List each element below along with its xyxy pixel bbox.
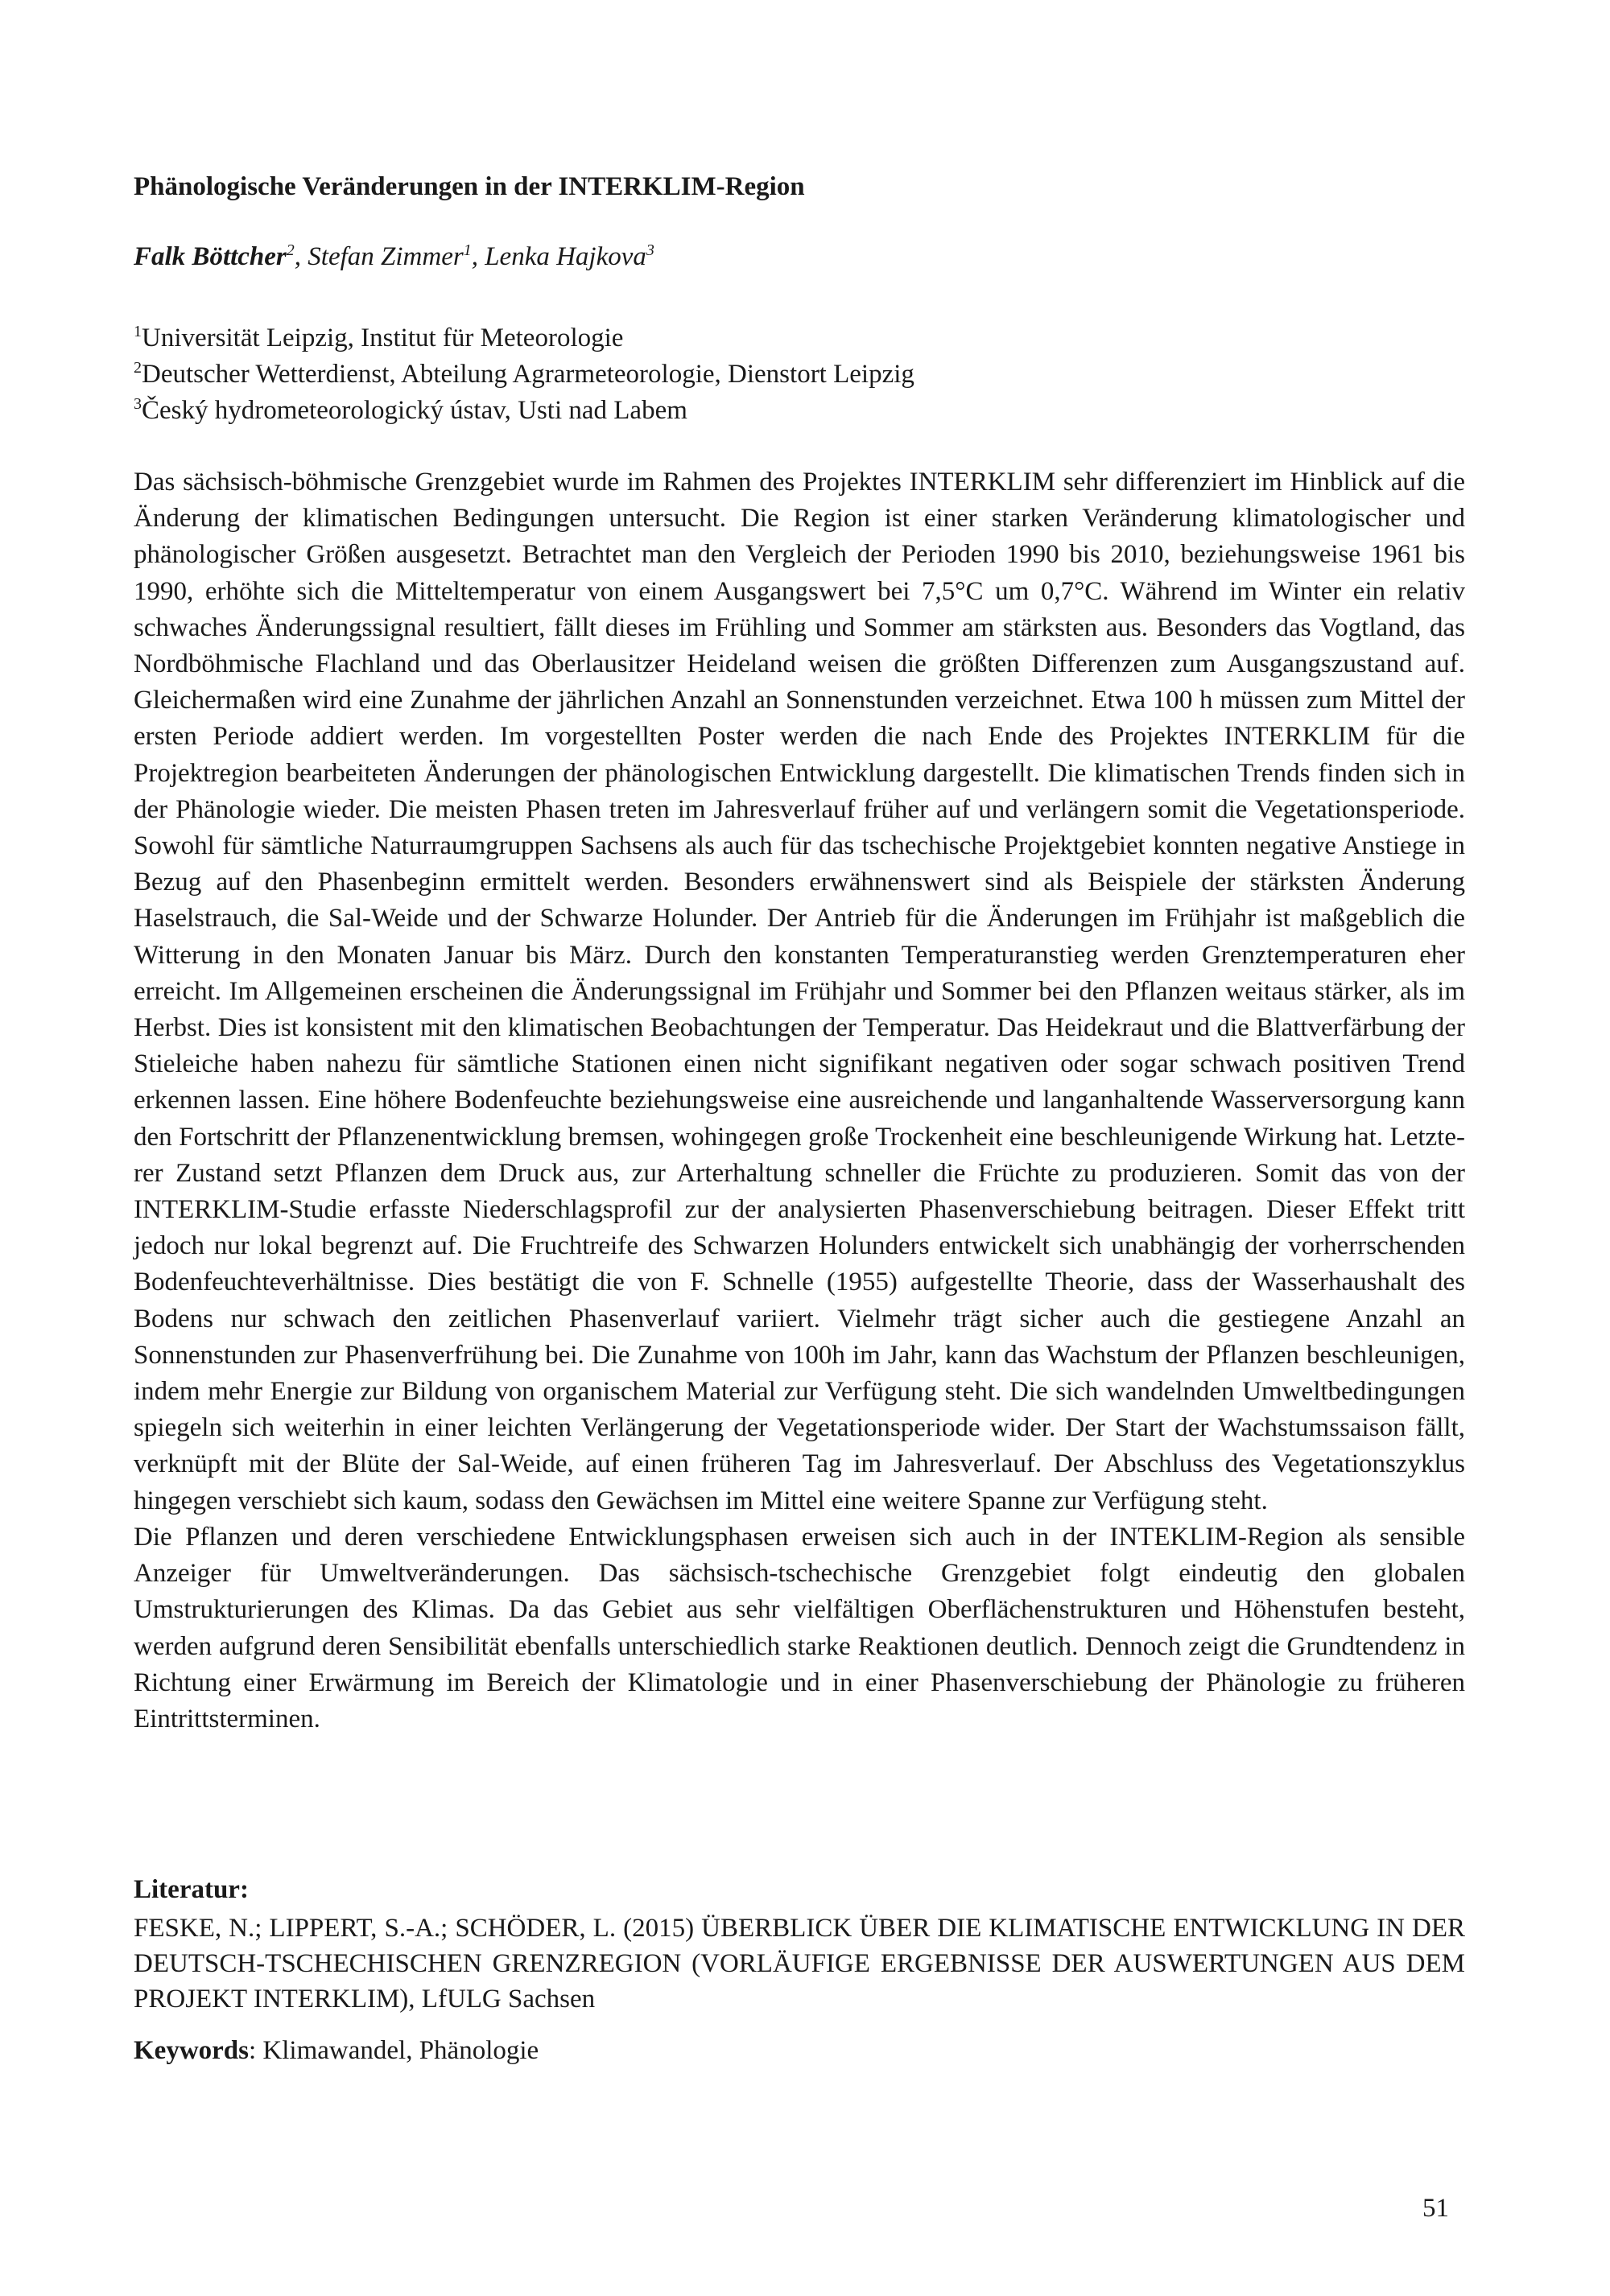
author-affiliation-marker: 2 [286,241,295,259]
page-number: 51 [1422,2194,1449,2223]
affiliation-marker: 2 [134,359,142,377]
author-separator: , [294,242,308,271]
affiliation-list [134,320,914,429]
affiliation-item [134,357,914,393]
keywords-line [134,2036,539,2066]
affiliation-item [134,320,914,357]
affiliation-text: Český hydrometeorologický ústav, Usti nad Labem [142,396,687,425]
literature-reference: FESKE, N.; LIPPERT, S.-A.; SCHÖDER, L. (2015) ÜBERBLICK ÜBER DIE KLIMATISCHE ENTWICKLUNG IN DER DEUTSCH-TSCHECHISCHEN GRENZREGION (VORLÄUFIGE ERGEBNISSE DER AUSWERTUNGEN AUS DEM PROJEKT INTERKLIM), LfULG Sachsen [134,1914,1465,2014]
abstract-body [134,464,1465,1737]
affiliation-marker: 3 [134,395,142,413]
author-affiliation-marker: 1 [463,241,472,259]
author-name: Lenka Hajkova [485,242,646,271]
keywords-text: : Klimawandel, Phänologie [249,2036,539,2065]
article-title: Phänologische Veränderungen in der INTERKLIM-Region [134,172,805,201]
affiliation-text: Deutscher Wetterdienst, Abteilung Agrarmeteorologie, Dienstort Leipzig [142,360,914,389]
literature-heading: Literatur: [134,1875,249,1904]
author-name: Falk Böttcher [134,242,287,271]
author-line [134,241,654,272]
body-paragraph: Die Pflanzen und deren verschiedene Entwicklungsphasen erweisen sich auch in der INTEKLIM-Region als sensible Anzeiger für Umweltveränderungen. Das sächsisch-tschechische Grenzgebiet folgt eindeutig den globalen Umstrukturierungen des Klimas. Da das Gebiet aus sehr vielfältigen Oberflächenstrukturen und Höhenstufen besteht, werden aufgrund deren Sensibilität ebenfalls unterschiedlich starke Reaktionen deutlich. Dennoch zeigt die Grundtendenz in Richtung einer Erwärmung im Bereich der Klimatologie und in einer Phasenverschiebung der Phänologie zu früheren Eintrittsterminen. [134,1522,1465,1733]
affiliation-item [134,393,914,429]
body-paragraph: Das sächsisch-böhmische Grenzgebiet wurde im Rahmen des Projektes INTERKLIM sehr differenziert im Hinblick auf die Änderung der klimatischen Bedingungen untersucht. Die Region ist einer starken Veränderung klimatologischer und phänologischer Größen ausgesetzt. Betrachtet man den Vergleich der Perioden 1990 bis 2010, beziehungsweise 1961 bis 1990, erhöhte sich die Mitteltemperatur von einem Ausgangswert bei 7,5°C um 0,7°C. Während im Winter ein relativ schwaches Änderungssignal resultiert, fällt dieses im Frühling und Sommer am stärksten aus. Besonders das Vogtland, das Nordböhmische Flachland und das Oberlausitzer Heideland weisen die größten Differenzen zum Ausgangszustand auf. Gleichermaßen wird eine Zunahme der jährlichen Anzahl an Sonnenstunden verzeichnet. Etwa 100 h müssen zum Mittel der ersten Periode addiert werden. Im vorgestellten Poster werden die nach Ende des Projektes INTERKLIM für die Projektregion bearbeiteten Änderungen der phänologischen Entwicklung dargestellt. Die klimatischen Trends finden sich in der Phänologie wieder. Die meisten Phasen treten im Jahresverlauf früher auf und verlängern somit die Vegetationsperiode. Sowohl für sämtliche Naturraumgruppen Sachsens als auch für das tschechische Projektgebiet konnten negative Anstiege in Bezug auf den Phasenbeginn ermittelt werden. Besonders erwähnenswert sind als Beispiele der stärksten Änderung Haselstrauch, die Sal-Weide und der Schwarze Holunder. Der Antrieb für die Änderungen im Frühjahr ist maßgeblich die Witterung in den Monaten Januar bis März. Durch den konstanten Temperaturanstieg werden Grenztemperaturen eher erreicht. Im Allgemeinen erscheinen die Änderungssignal im Frühjahr und Sommer bei den Pflanzen weitaus stärker, als im Herbst. Dies ist konsistent mit den klimatischen Beobachtungen der Temperatur. Das Heidekraut und die Blattverfärbung der Stieleiche haben nahezu für sämtliche Stationen einen nicht signifikant negativen oder sogar schwach positiven Trend erkennen lassen. Eine höhere Bodenfeuchte beziehungsweise eine ausreichende und langanhaltende Wasserversorgung kann den Fortschritt der Pflanzenentwicklung bremsen, wohingegen große Trockenheit eine beschleunigende Wirkung hat. Letzterer Zustand setzt Pflanzen dem Druck aus, zur Arterhaltung schneller die Früchte zu produzieren. Somit das von der INTERKLIM-Studie erfasste Niederschlagsprofil zur der analysierten Phasenverschiebung beitragen. Dieser Effekt tritt jedoch nur lokal begrenzt auf. Die Fruchtreife des Schwarzen Holunders entwickelt sich unabhängig der vorherrschenden Bodenfeuchteverhältnisse. Dies bestätigt die von F. Schnelle (1955) aufgestellte Theorie, dass der Wasserhaushalt des Bodens nur schwach den zeitlichen Phasenverlauf variiert. Vielmehr trägt sicher auch die gestiegene Anzahl an Sonnenstunden zur Phasenverfrühung bei. Die Zunahme von 100h im Jahr, kann das Wachstum der Pflanzen beschleunigen, indem mehr Energie zur Bildung von organischem Material zur Verfügung steht. Die sich wandelnden Umweltbedingungen spiegeln sich weiterhin in einer leichten Verlängerung der Vegetationsperiode wider. Der Start der Wachstumssaison fällt, verknüpft mit der Blüte der Sal-Weide, auf einen früheren Tag im Jahresverlauf. Der Abschluss des Vegetationszyklus hingegen verschiebt sich kaum, sodass den Gewächsen im Mittel eine weitere Spanne zur Verfügung steht. [134,468,1465,1515]
affiliation-text: Universität Leipzig, Institut für Meteorologie [142,324,624,352]
author-name: Stefan Zimmer [308,242,464,271]
affiliation-marker: 1 [134,323,142,340]
author-affiliation-marker: 3 [646,241,654,259]
author-separator: , [471,242,485,271]
keywords-label: Keywords [134,2036,249,2065]
